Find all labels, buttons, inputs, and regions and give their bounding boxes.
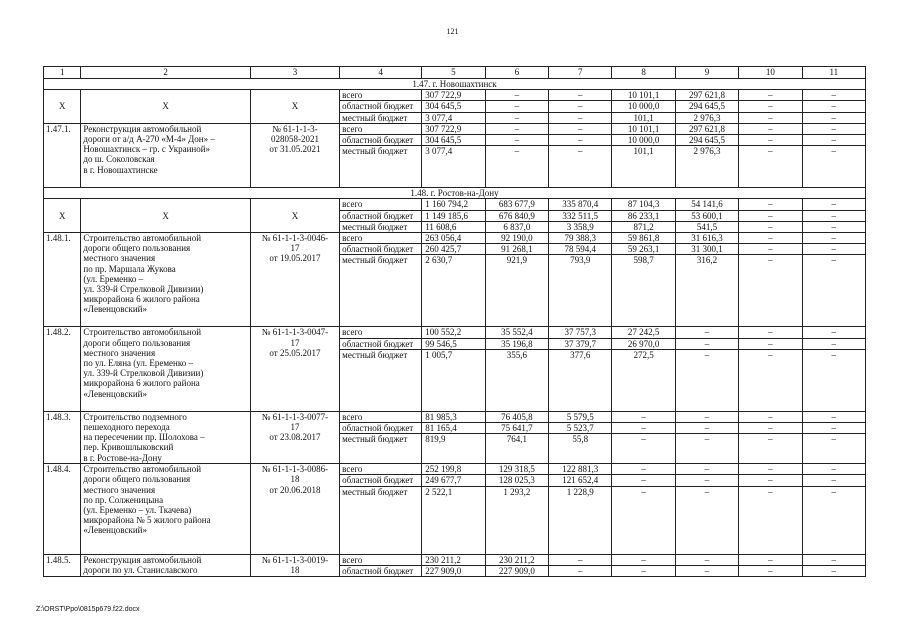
- value-cell: 764,1: [485, 434, 548, 464]
- value-cell: 2 976,3: [675, 146, 738, 188]
- value-cell: –: [612, 554, 675, 565]
- value-cell: 129 318,5: [485, 464, 548, 475]
- budget-type-cell: всего: [340, 123, 422, 134]
- budget-type-cell: областной бюджет: [340, 475, 422, 486]
- value-cell: 75 641,7: [485, 423, 548, 434]
- value-cell: –: [739, 464, 802, 475]
- value-cell: 294 645,5: [675, 135, 738, 146]
- value-cell: –: [802, 244, 865, 255]
- value-cell: –: [739, 199, 802, 210]
- budget-type-cell: местный бюджет: [340, 146, 422, 188]
- value-cell: –: [675, 327, 738, 338]
- value-cell: –: [802, 101, 865, 112]
- value-cell: 793,9: [549, 255, 612, 327]
- budget-type-cell: местный бюджет: [340, 349, 422, 411]
- value-cell: 297 621,8: [675, 123, 738, 134]
- value-cell: 227 909,0: [422, 565, 485, 576]
- item-number: 1.48.4.: [44, 464, 81, 554]
- value-cell: –: [802, 221, 865, 232]
- value-cell: 10 000,0: [612, 135, 675, 146]
- value-cell: –: [739, 135, 802, 146]
- value-cell: –: [485, 112, 548, 123]
- value-cell: 1 293,2: [485, 486, 548, 554]
- value-cell: 819,9: [422, 434, 485, 464]
- item-name: Реконструкция автомобильной дороги по ул. Станиславского: [81, 554, 250, 576]
- value-cell: 27 242,5: [612, 327, 675, 338]
- value-cell: –: [549, 90, 612, 101]
- value-cell: –: [549, 123, 612, 134]
- value-cell: –: [802, 255, 865, 327]
- item-number: 1.48.5.: [44, 554, 81, 576]
- value-cell: –: [612, 486, 675, 554]
- section-header-row: [44, 79, 866, 90]
- value-cell: –: [675, 349, 738, 411]
- value-cell: 10 101,1: [612, 123, 675, 134]
- column-number-cell: 1: [44, 67, 81, 79]
- column-number-cell: 7: [549, 67, 612, 79]
- value-cell: 100 552,2: [422, 327, 485, 338]
- value-cell: 3 358,9: [549, 221, 612, 232]
- value-cell: 5 523,7: [549, 423, 612, 434]
- value-cell: –: [802, 338, 865, 349]
- value-cell: 91 268,1: [485, 244, 548, 255]
- value-cell: 6 837,0: [485, 221, 548, 232]
- value-cell: 59 861,8: [612, 233, 675, 244]
- value-cell: –: [802, 423, 865, 434]
- value-cell: –: [739, 244, 802, 255]
- value-cell: –: [675, 411, 738, 422]
- value-cell: –: [739, 486, 802, 554]
- value-cell: 335 870,4: [549, 199, 612, 210]
- value-cell: 128 025,3: [485, 475, 548, 486]
- table-row: [44, 411, 866, 422]
- summary-x-cell: X: [250, 199, 339, 233]
- table-row: [44, 554, 866, 565]
- column-number-cell: 5: [422, 67, 485, 79]
- value-cell: –: [802, 554, 865, 565]
- value-cell: 297 621,8: [675, 90, 738, 101]
- table-row: [44, 90, 866, 101]
- value-cell: 35 196,8: [485, 338, 548, 349]
- section-title: 1.48. г. Ростов-на-Дону: [44, 188, 866, 199]
- value-cell: –: [802, 486, 865, 554]
- item-name: Строительство подземного пешеходного перехода на пересечении пр. Шолохова – пер. Кривошлыковский в г. Ростове-на-Дону: [81, 411, 250, 463]
- value-cell: –: [802, 90, 865, 101]
- table-row: [44, 199, 866, 210]
- budget-type-cell: всего: [340, 199, 422, 210]
- value-cell: –: [675, 338, 738, 349]
- value-cell: 252 199,8: [422, 464, 485, 475]
- value-cell: –: [612, 411, 675, 422]
- value-cell: –: [675, 464, 738, 475]
- value-cell: –: [802, 565, 865, 576]
- value-cell: –: [675, 423, 738, 434]
- value-cell: –: [739, 233, 802, 244]
- budget-type-cell: всего: [340, 554, 422, 565]
- file-path-footer: Z:\ORST\Ppo\0815p679.f22.docx: [36, 606, 140, 613]
- value-cell: –: [739, 146, 802, 188]
- value-cell: –: [739, 101, 802, 112]
- value-cell: –: [802, 233, 865, 244]
- budget-type-cell: местный бюджет: [340, 434, 422, 464]
- value-cell: –: [675, 565, 738, 576]
- budget-type-cell: областной бюджет: [340, 244, 422, 255]
- column-number-cell: 4: [340, 67, 422, 79]
- value-cell: –: [802, 434, 865, 464]
- budget-type-cell: областной бюджет: [340, 210, 422, 221]
- column-number-cell: 10: [739, 67, 802, 79]
- value-cell: –: [612, 475, 675, 486]
- summary-x-cell: X: [44, 199, 81, 233]
- value-cell: 921,9: [485, 255, 548, 327]
- value-cell: 1 228,9: [549, 486, 612, 554]
- value-cell: 121 652,4: [549, 475, 612, 486]
- value-cell: 3 077,4: [422, 146, 485, 188]
- value-cell: –: [739, 123, 802, 134]
- value-cell: 2 976,3: [675, 112, 738, 123]
- value-cell: –: [739, 475, 802, 486]
- value-cell: 272,5: [612, 349, 675, 411]
- budget-type-cell: местный бюджет: [340, 255, 422, 327]
- value-cell: 87 104,3: [612, 199, 675, 210]
- value-cell: 377,6: [549, 349, 612, 411]
- value-cell: –: [485, 135, 548, 146]
- value-cell: 37 757,3: [549, 327, 612, 338]
- budget-type-cell: местный бюджет: [340, 221, 422, 232]
- value-cell: 1 005,7: [422, 349, 485, 411]
- value-cell: 249 677,7: [422, 475, 485, 486]
- value-cell: –: [485, 101, 548, 112]
- section-title: 1.47. г. Новошахтинск: [44, 79, 866, 90]
- value-cell: –: [802, 464, 865, 475]
- table-row: [44, 233, 866, 244]
- value-cell: 598,7: [612, 255, 675, 327]
- budget-type-cell: областной бюджет: [340, 135, 422, 146]
- value-cell: –: [612, 434, 675, 464]
- table-row: [44, 464, 866, 475]
- column-number-cell: 2: [81, 67, 250, 79]
- item-number: 1.48.1.: [44, 233, 81, 327]
- value-cell: 37 379,7: [549, 338, 612, 349]
- value-cell: 101,1: [612, 146, 675, 188]
- value-cell: –: [549, 101, 612, 112]
- value-cell: 10 000,0: [612, 101, 675, 112]
- value-cell: –: [485, 123, 548, 134]
- value-cell: 541,5: [675, 221, 738, 232]
- summary-x-cell: X: [81, 90, 250, 124]
- summary-x-cell: X: [250, 90, 339, 124]
- item-registration: № 61-1-1-3- 028058-2021 от 31.05.2021: [250, 123, 339, 187]
- value-cell: 81 165,4: [422, 423, 485, 434]
- value-cell: –: [802, 135, 865, 146]
- value-cell: –: [612, 464, 675, 475]
- value-cell: –: [802, 411, 865, 422]
- value-cell: –: [675, 486, 738, 554]
- value-cell: 263 056,4: [422, 233, 485, 244]
- value-cell: –: [612, 565, 675, 576]
- value-cell: 260 425,7: [422, 244, 485, 255]
- item-registration: № 61-1-1-3-0086- 18 от 20.06.2018: [250, 464, 339, 554]
- table-body: [44, 67, 866, 577]
- item-name: Реконструкция автомобильной дороги от а/д А-270 «М-4» Дон» – Новошахтинск – гр. с Украиной» до ш. Соколовская в г. Новошахтинске: [81, 123, 250, 187]
- value-cell: 294 645,5: [675, 101, 738, 112]
- value-cell: 59 263,1: [612, 244, 675, 255]
- column-number-cell: 11: [802, 67, 865, 79]
- value-cell: 10 101,1: [612, 90, 675, 101]
- value-cell: –: [675, 434, 738, 464]
- budget-type-cell: всего: [340, 327, 422, 338]
- value-cell: 332 511,5: [549, 210, 612, 221]
- value-cell: –: [802, 146, 865, 188]
- value-cell: 35 552,4: [485, 327, 548, 338]
- value-cell: 86 233,1: [612, 210, 675, 221]
- value-cell: 81 985,3: [422, 411, 485, 422]
- budget-type-cell: областной бюджет: [340, 101, 422, 112]
- value-cell: –: [739, 327, 802, 338]
- summary-x-cell: X: [81, 199, 250, 233]
- value-cell: 101,1: [612, 112, 675, 123]
- budget-type-cell: всего: [340, 90, 422, 101]
- value-cell: –: [739, 423, 802, 434]
- value-cell: 355,6: [485, 349, 548, 411]
- item-name: Строительство автомобильной дороги общего пользования местного значения по пр. Солженицына (ул. Еременко – ул. Ткачева) микрорайона № 5 жилого района «Левенцовский»: [81, 464, 250, 554]
- item-name: Строительство автомобильной дороги общего пользования местного значения по пр. Маршала Жукова (ул. Еременко – ул. 339-й Стрелковой Дивизии) микрорайона 6 жилого района «Левенцовский»: [81, 233, 250, 327]
- value-cell: –: [675, 554, 738, 565]
- value-cell: –: [802, 210, 865, 221]
- value-cell: 76 405,8: [485, 411, 548, 422]
- value-cell: 307 722,9: [422, 123, 485, 134]
- value-cell: –: [739, 112, 802, 123]
- value-cell: 99 546,5: [422, 338, 485, 349]
- column-number-cell: 6: [485, 67, 548, 79]
- value-cell: –: [739, 565, 802, 576]
- item-number: 1.47.1.: [44, 123, 81, 187]
- header-row: [44, 67, 866, 79]
- value-cell: –: [549, 554, 612, 565]
- value-cell: 871,2: [612, 221, 675, 232]
- table-row: [44, 327, 866, 338]
- item-number: 1.48.3.: [44, 411, 81, 463]
- value-cell: –: [802, 327, 865, 338]
- value-cell: 79 388,3: [549, 233, 612, 244]
- budget-type-cell: областной бюджет: [340, 565, 422, 576]
- value-cell: 227 909,0: [485, 565, 548, 576]
- value-cell: 316,2: [675, 255, 738, 327]
- budget-type-cell: всего: [340, 233, 422, 244]
- value-cell: –: [675, 475, 738, 486]
- value-cell: –: [739, 411, 802, 422]
- value-cell: –: [802, 123, 865, 134]
- value-cell: 307 722,9: [422, 90, 485, 101]
- value-cell: 55,8: [549, 434, 612, 464]
- item-registration: № 61-1-1-3-0077- 17 от 23.08.2017: [250, 411, 339, 463]
- value-cell: –: [739, 338, 802, 349]
- value-cell: 676 840,9: [485, 210, 548, 221]
- value-cell: –: [549, 565, 612, 576]
- item-number: 1.48.2.: [44, 327, 81, 411]
- column-number-cell: 8: [612, 67, 675, 79]
- value-cell: 2 630,7: [422, 255, 485, 327]
- budget-type-cell: всего: [340, 411, 422, 422]
- budget-type-cell: всего: [340, 464, 422, 475]
- value-cell: 26 970,0: [612, 338, 675, 349]
- value-cell: –: [739, 221, 802, 232]
- budget-type-cell: областной бюджет: [340, 423, 422, 434]
- budget-type-cell: местный бюджет: [340, 112, 422, 123]
- item-registration: № 61-1-1-3-0019- 18: [250, 554, 339, 576]
- value-cell: –: [802, 199, 865, 210]
- value-cell: 31 300,1: [675, 244, 738, 255]
- value-cell: 31 616,3: [675, 233, 738, 244]
- value-cell: –: [739, 434, 802, 464]
- page-number: 121: [446, 27, 459, 36]
- value-cell: –: [739, 255, 802, 327]
- value-cell: 2 522,1: [422, 486, 485, 554]
- table-row: [44, 123, 866, 134]
- value-cell: –: [739, 554, 802, 565]
- summary-x-cell: X: [44, 90, 81, 124]
- item-name: Строительство автомобильной дороги общего пользования местного значения по ул. Еляна (ул. Еременко – ул. 339-й Стрелковой Дивизии) микрорайона 6 жилого района «Левенцовский»: [81, 327, 250, 411]
- item-registration: № 61-1-1-3-0046- 17 от 19.05.2017: [250, 233, 339, 327]
- value-cell: –: [739, 90, 802, 101]
- value-cell: 1 149 185,6: [422, 210, 485, 221]
- value-cell: 304 645,5: [422, 101, 485, 112]
- value-cell: 11 608,6: [422, 221, 485, 232]
- item-registration: № 61-1-1-3-0047- 17 от 25.05.2017: [250, 327, 339, 411]
- value-cell: –: [549, 135, 612, 146]
- value-cell: 230 211,2: [422, 554, 485, 565]
- value-cell: 683 677,9: [485, 199, 548, 210]
- value-cell: 3 077,4: [422, 112, 485, 123]
- value-cell: 53 600,1: [675, 210, 738, 221]
- budget-type-cell: областной бюджет: [340, 338, 422, 349]
- value-cell: 78 594,4: [549, 244, 612, 255]
- value-cell: –: [485, 90, 548, 101]
- value-cell: –: [485, 146, 548, 188]
- value-cell: –: [739, 210, 802, 221]
- column-number-cell: 3: [250, 67, 339, 79]
- column-number-cell: 9: [675, 67, 738, 79]
- value-cell: 92 190,0: [485, 233, 548, 244]
- value-cell: –: [802, 349, 865, 411]
- budget-type-cell: местный бюджет: [340, 486, 422, 554]
- value-cell: 1 160 794,2: [422, 199, 485, 210]
- value-cell: –: [549, 146, 612, 188]
- budget-table: [43, 66, 866, 577]
- value-cell: 230 211,2: [485, 554, 548, 565]
- value-cell: 122 881,3: [549, 464, 612, 475]
- value-cell: 304 645,5: [422, 135, 485, 146]
- section-header-row: [44, 188, 866, 199]
- value-cell: –: [802, 475, 865, 486]
- value-cell: –: [739, 349, 802, 411]
- value-cell: 5 579,5: [549, 411, 612, 422]
- value-cell: –: [802, 112, 865, 123]
- value-cell: 54 141,6: [675, 199, 738, 210]
- value-cell: –: [612, 423, 675, 434]
- value-cell: –: [549, 112, 612, 123]
